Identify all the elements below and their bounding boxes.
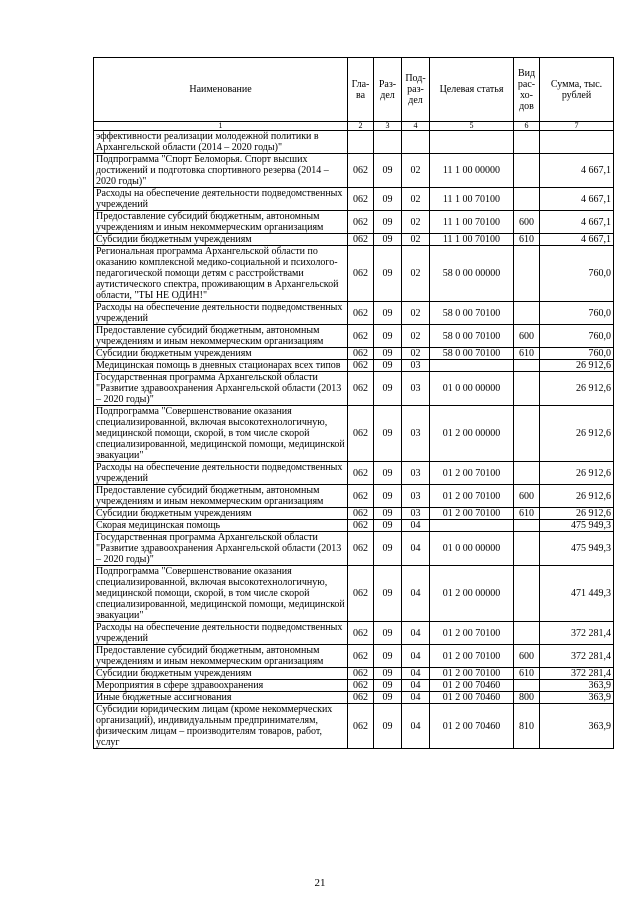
row-name: Мероприятия в сфере здравоохранения xyxy=(94,680,348,692)
row-chapter: 062 xyxy=(348,566,374,622)
column-number: 2 xyxy=(348,122,374,131)
row-subsection: 02 xyxy=(402,211,430,234)
row-subsection: 04 xyxy=(402,692,430,704)
row-target: 11 1 00 70100 xyxy=(430,211,514,234)
row-name: эффективности реализации молодежной политики в Архангельской области (2014 – 2020 годы)" xyxy=(94,131,348,154)
table-body xyxy=(94,131,614,749)
row-sum: 475 949,3 xyxy=(540,532,614,566)
table-row xyxy=(94,302,614,325)
header-name: Наименование xyxy=(94,58,348,122)
row-chapter: 062 xyxy=(348,692,374,704)
row-section: 09 xyxy=(374,348,402,360)
row-subsection: 04 xyxy=(402,668,430,680)
row-expense-type xyxy=(514,188,540,211)
row-target: 01 2 00 00000 xyxy=(430,406,514,462)
row-subsection: 02 xyxy=(402,246,430,302)
row-target: 58 0 00 70100 xyxy=(430,325,514,348)
row-subsection: 04 xyxy=(402,566,430,622)
row-chapter: 062 xyxy=(348,325,374,348)
row-subsection: 02 xyxy=(402,325,430,348)
row-name: Расходы на обеспечение деятельности подведомственных учреждений xyxy=(94,188,348,211)
row-sum: 26 912,6 xyxy=(540,508,614,520)
column-number: 6 xyxy=(514,122,540,131)
row-subsection: 02 xyxy=(402,234,430,246)
row-name: Государственная программа Архангельской области "Развитие здравоохранения Архангельской области (2013 – 2020 годы)" xyxy=(94,372,348,406)
row-target: 01 2 00 00000 xyxy=(430,566,514,622)
row-section: 09 xyxy=(374,154,402,188)
table-row xyxy=(94,704,614,749)
table-row xyxy=(94,680,614,692)
row-subsection: 02 xyxy=(402,348,430,360)
row-sum: 26 912,6 xyxy=(540,372,614,406)
row-sum: 4 667,1 xyxy=(540,234,614,246)
row-expense-type: 610 xyxy=(514,234,540,246)
row-expense-type: 800 xyxy=(514,692,540,704)
row-chapter: 062 xyxy=(348,302,374,325)
row-sum: 372 281,4 xyxy=(540,622,614,645)
row-sum: 26 912,6 xyxy=(540,360,614,372)
row-subsection: 02 xyxy=(402,154,430,188)
row-chapter: 062 xyxy=(348,211,374,234)
row-name: Субсидии бюджетным учреждениям xyxy=(94,234,348,246)
table-row xyxy=(94,485,614,508)
table-row xyxy=(94,372,614,406)
row-section: 09 xyxy=(374,645,402,668)
row-sum: 4 667,1 xyxy=(540,154,614,188)
row-target: 01 2 00 70100 xyxy=(430,645,514,668)
row-subsection: 03 xyxy=(402,406,430,462)
table-row xyxy=(94,692,614,704)
row-expense-type xyxy=(514,360,540,372)
row-target: 01 0 00 00000 xyxy=(430,372,514,406)
row-section: 09 xyxy=(374,680,402,692)
row-chapter: 062 xyxy=(348,348,374,360)
row-target: 01 0 00 00000 xyxy=(430,532,514,566)
row-chapter: 062 xyxy=(348,406,374,462)
row-sum: 363,9 xyxy=(540,692,614,704)
row-chapter: 062 xyxy=(348,520,374,532)
row-name: Иные бюджетные ассигнования xyxy=(94,692,348,704)
row-expense-type: 600 xyxy=(514,645,540,668)
row-section: 09 xyxy=(374,704,402,749)
row-section: 09 xyxy=(374,406,402,462)
row-target xyxy=(430,131,514,154)
row-section: 09 xyxy=(374,485,402,508)
row-subsection: 04 xyxy=(402,645,430,668)
row-section: 09 xyxy=(374,622,402,645)
row-chapter: 062 xyxy=(348,680,374,692)
row-sum: 760,0 xyxy=(540,246,614,302)
row-subsection: 03 xyxy=(402,508,430,520)
table-row xyxy=(94,462,614,485)
table-row xyxy=(94,360,614,372)
table-row xyxy=(94,520,614,532)
header-chapter: Гла-ва xyxy=(348,58,374,122)
row-section: 09 xyxy=(374,692,402,704)
row-target: 11 1 00 00000 xyxy=(430,154,514,188)
row-expense-type xyxy=(514,520,540,532)
row-chapter: 062 xyxy=(348,704,374,749)
row-name: Субсидии бюджетным учреждениям xyxy=(94,508,348,520)
budget-table xyxy=(93,57,614,749)
row-expense-type xyxy=(514,154,540,188)
row-section: 09 xyxy=(374,532,402,566)
row-subsection: 04 xyxy=(402,704,430,749)
table-row xyxy=(94,325,614,348)
row-section: 09 xyxy=(374,188,402,211)
row-name: Подпрограмма "Совершенствование оказания специализированной, включая высокотехнологичную, медицинской помощи, скорой, в том числе скорой специализированной, медицинской помощи, медицинской эвакуации" xyxy=(94,406,348,462)
row-expense-type: 600 xyxy=(514,325,540,348)
row-chapter: 062 xyxy=(348,360,374,372)
table-row xyxy=(94,234,614,246)
row-chapter: 062 xyxy=(348,668,374,680)
row-expense-type: 810 xyxy=(514,704,540,749)
row-sum: 363,9 xyxy=(540,680,614,692)
row-expense-type xyxy=(514,406,540,462)
row-section: 09 xyxy=(374,566,402,622)
header-row xyxy=(94,58,614,122)
row-section: 09 xyxy=(374,302,402,325)
row-chapter: 062 xyxy=(348,508,374,520)
page-number: 21 xyxy=(314,877,326,889)
row-target: 58 0 00 00000 xyxy=(430,246,514,302)
table-row xyxy=(94,645,614,668)
row-section: 09 xyxy=(374,372,402,406)
column-number: 7 xyxy=(540,122,614,131)
table-row xyxy=(94,508,614,520)
row-expense-type xyxy=(514,532,540,566)
row-expense-type xyxy=(514,372,540,406)
row-sum: 760,0 xyxy=(540,348,614,360)
row-expense-type xyxy=(514,566,540,622)
table-row xyxy=(94,566,614,622)
row-name: Подпрограмма "Спорт Беломорья. Спорт высших достижений и подготовка спортивного резерва (2014 – 2020 годы)" xyxy=(94,154,348,188)
row-name: Субсидии юридическим лицам (кроме некоммерческих организаций), индивидуальным предпринимателям, физическим лицам – производителям товаров, работ, услуг xyxy=(94,704,348,749)
row-expense-type xyxy=(514,622,540,645)
row-subsection: 03 xyxy=(402,372,430,406)
column-number-row xyxy=(94,122,614,131)
table-row xyxy=(94,131,614,154)
row-chapter: 062 xyxy=(348,645,374,668)
row-subsection: 04 xyxy=(402,532,430,566)
row-subsection: 04 xyxy=(402,680,430,692)
row-sum: 475 949,3 xyxy=(540,520,614,532)
row-chapter: 062 xyxy=(348,234,374,246)
row-name: Скорая медицинская помощь xyxy=(94,520,348,532)
row-sum: 4 667,1 xyxy=(540,188,614,211)
row-name: Региональная программа Архангельской области по оказанию комплексной медико-социальной и психолого-педагогической помощи детям с расстройствами аутистического спектра, проживающим в Архангельской области, "ТЫ НЕ ОДИН!" xyxy=(94,246,348,302)
row-subsection: 02 xyxy=(402,302,430,325)
row-target: 58 0 00 70100 xyxy=(430,302,514,325)
row-name: Субсидии бюджетным учреждениям xyxy=(94,348,348,360)
row-target: 01 2 00 70100 xyxy=(430,508,514,520)
table-row xyxy=(94,622,614,645)
column-number: 3 xyxy=(374,122,402,131)
row-subsection: 03 xyxy=(402,485,430,508)
row-target: 11 1 00 70100 xyxy=(430,234,514,246)
row-target: 01 2 00 70460 xyxy=(430,692,514,704)
row-expense-type xyxy=(514,680,540,692)
row-subsection xyxy=(402,131,430,154)
row-target: 58 0 00 70100 xyxy=(430,348,514,360)
row-expense-type: 600 xyxy=(514,211,540,234)
table-row xyxy=(94,348,614,360)
row-section: 09 xyxy=(374,234,402,246)
row-target: 01 2 00 70100 xyxy=(430,668,514,680)
header-section: Раз-дел xyxy=(374,58,402,122)
row-subsection: 04 xyxy=(402,622,430,645)
row-name: Расходы на обеспечение деятельности подведомственных учреждений xyxy=(94,462,348,485)
row-sum: 760,0 xyxy=(540,325,614,348)
row-target: 01 2 00 70100 xyxy=(430,622,514,645)
row-name: Медицинская помощь в дневных стационарах всех типов xyxy=(94,360,348,372)
row-target xyxy=(430,360,514,372)
row-sum: 372 281,4 xyxy=(540,645,614,668)
header-type: Вид рас-хо-дов xyxy=(514,58,540,122)
header-sum: Сумма, тыс. рублей xyxy=(540,58,614,122)
row-name: Государственная программа Архангельской области "Развитие здравоохранения Архангельской области (2013 – 2020 годы)" xyxy=(94,532,348,566)
row-chapter: 062 xyxy=(348,462,374,485)
row-target: 01 2 00 70100 xyxy=(430,485,514,508)
row-sum: 372 281,4 xyxy=(540,668,614,680)
table-row xyxy=(94,246,614,302)
row-subsection: 03 xyxy=(402,360,430,372)
row-section: 09 xyxy=(374,668,402,680)
row-expense-type xyxy=(514,246,540,302)
row-sum: 471 449,3 xyxy=(540,566,614,622)
column-number: 1 xyxy=(94,122,348,131)
table-row xyxy=(94,188,614,211)
row-name: Предоставление субсидий бюджетным, автономным учреждениям и иным некоммерческим организациям xyxy=(94,325,348,348)
row-sum: 4 667,1 xyxy=(540,211,614,234)
row-chapter xyxy=(348,131,374,154)
row-target: 01 2 00 70460 xyxy=(430,680,514,692)
row-expense-type xyxy=(514,462,540,485)
row-name: Расходы на обеспечение деятельности подведомственных учреждений xyxy=(94,302,348,325)
row-target: 11 1 00 70100 xyxy=(430,188,514,211)
row-expense-type: 600 xyxy=(514,485,540,508)
column-number: 4 xyxy=(402,122,430,131)
header-target: Целевая статья xyxy=(430,58,514,122)
row-name: Субсидии бюджетным учреждениям xyxy=(94,668,348,680)
row-expense-type: 610 xyxy=(514,348,540,360)
row-chapter: 062 xyxy=(348,246,374,302)
row-chapter: 062 xyxy=(348,188,374,211)
row-sum: 26 912,6 xyxy=(540,462,614,485)
row-section: 09 xyxy=(374,246,402,302)
row-target: 01 2 00 70460 xyxy=(430,704,514,749)
row-expense-type: 610 xyxy=(514,668,540,680)
table-row xyxy=(94,211,614,234)
row-name: Предоставление субсидий бюджетным, автономным учреждениям и иным некоммерческим организациям xyxy=(94,645,348,668)
row-sum: 760,0 xyxy=(540,302,614,325)
row-sum: 26 912,6 xyxy=(540,406,614,462)
row-chapter: 062 xyxy=(348,622,374,645)
row-sum: 26 912,6 xyxy=(540,485,614,508)
row-section xyxy=(374,131,402,154)
table-row xyxy=(94,154,614,188)
row-name: Расходы на обеспечение деятельности подведомственных учреждений xyxy=(94,622,348,645)
row-expense-type xyxy=(514,131,540,154)
row-chapter: 062 xyxy=(348,485,374,508)
table-row xyxy=(94,406,614,462)
row-section: 09 xyxy=(374,508,402,520)
row-sum: 363,9 xyxy=(540,704,614,749)
row-section: 09 xyxy=(374,520,402,532)
row-section: 09 xyxy=(374,360,402,372)
row-subsection: 02 xyxy=(402,188,430,211)
column-number: 5 xyxy=(430,122,514,131)
row-section: 09 xyxy=(374,211,402,234)
table-row xyxy=(94,532,614,566)
header-subsection: Под-раз-дел xyxy=(402,58,430,122)
row-name: Предоставление субсидий бюджетным, автономным учреждениям и иным некоммерческим организациям xyxy=(94,485,348,508)
row-sum xyxy=(540,131,614,154)
row-section: 09 xyxy=(374,325,402,348)
row-section: 09 xyxy=(374,462,402,485)
row-expense-type: 610 xyxy=(514,508,540,520)
row-name: Подпрограмма "Совершенствование оказания специализированной, включая высокотехнологичную, медицинской помощи, скорой, в том числе скорой специализированной, медицинской помощи, медицинской эвакуации" xyxy=(94,566,348,622)
table-row xyxy=(94,668,614,680)
row-subsection: 03 xyxy=(402,462,430,485)
row-target: 01 2 00 70100 xyxy=(430,462,514,485)
row-name: Предоставление субсидий бюджетным, автономным учреждениям и иным некоммерческим организациям xyxy=(94,211,348,234)
row-chapter: 062 xyxy=(348,372,374,406)
row-expense-type xyxy=(514,302,540,325)
row-chapter: 062 xyxy=(348,154,374,188)
row-target xyxy=(430,520,514,532)
row-chapter: 062 xyxy=(348,532,374,566)
row-subsection: 04 xyxy=(402,520,430,532)
